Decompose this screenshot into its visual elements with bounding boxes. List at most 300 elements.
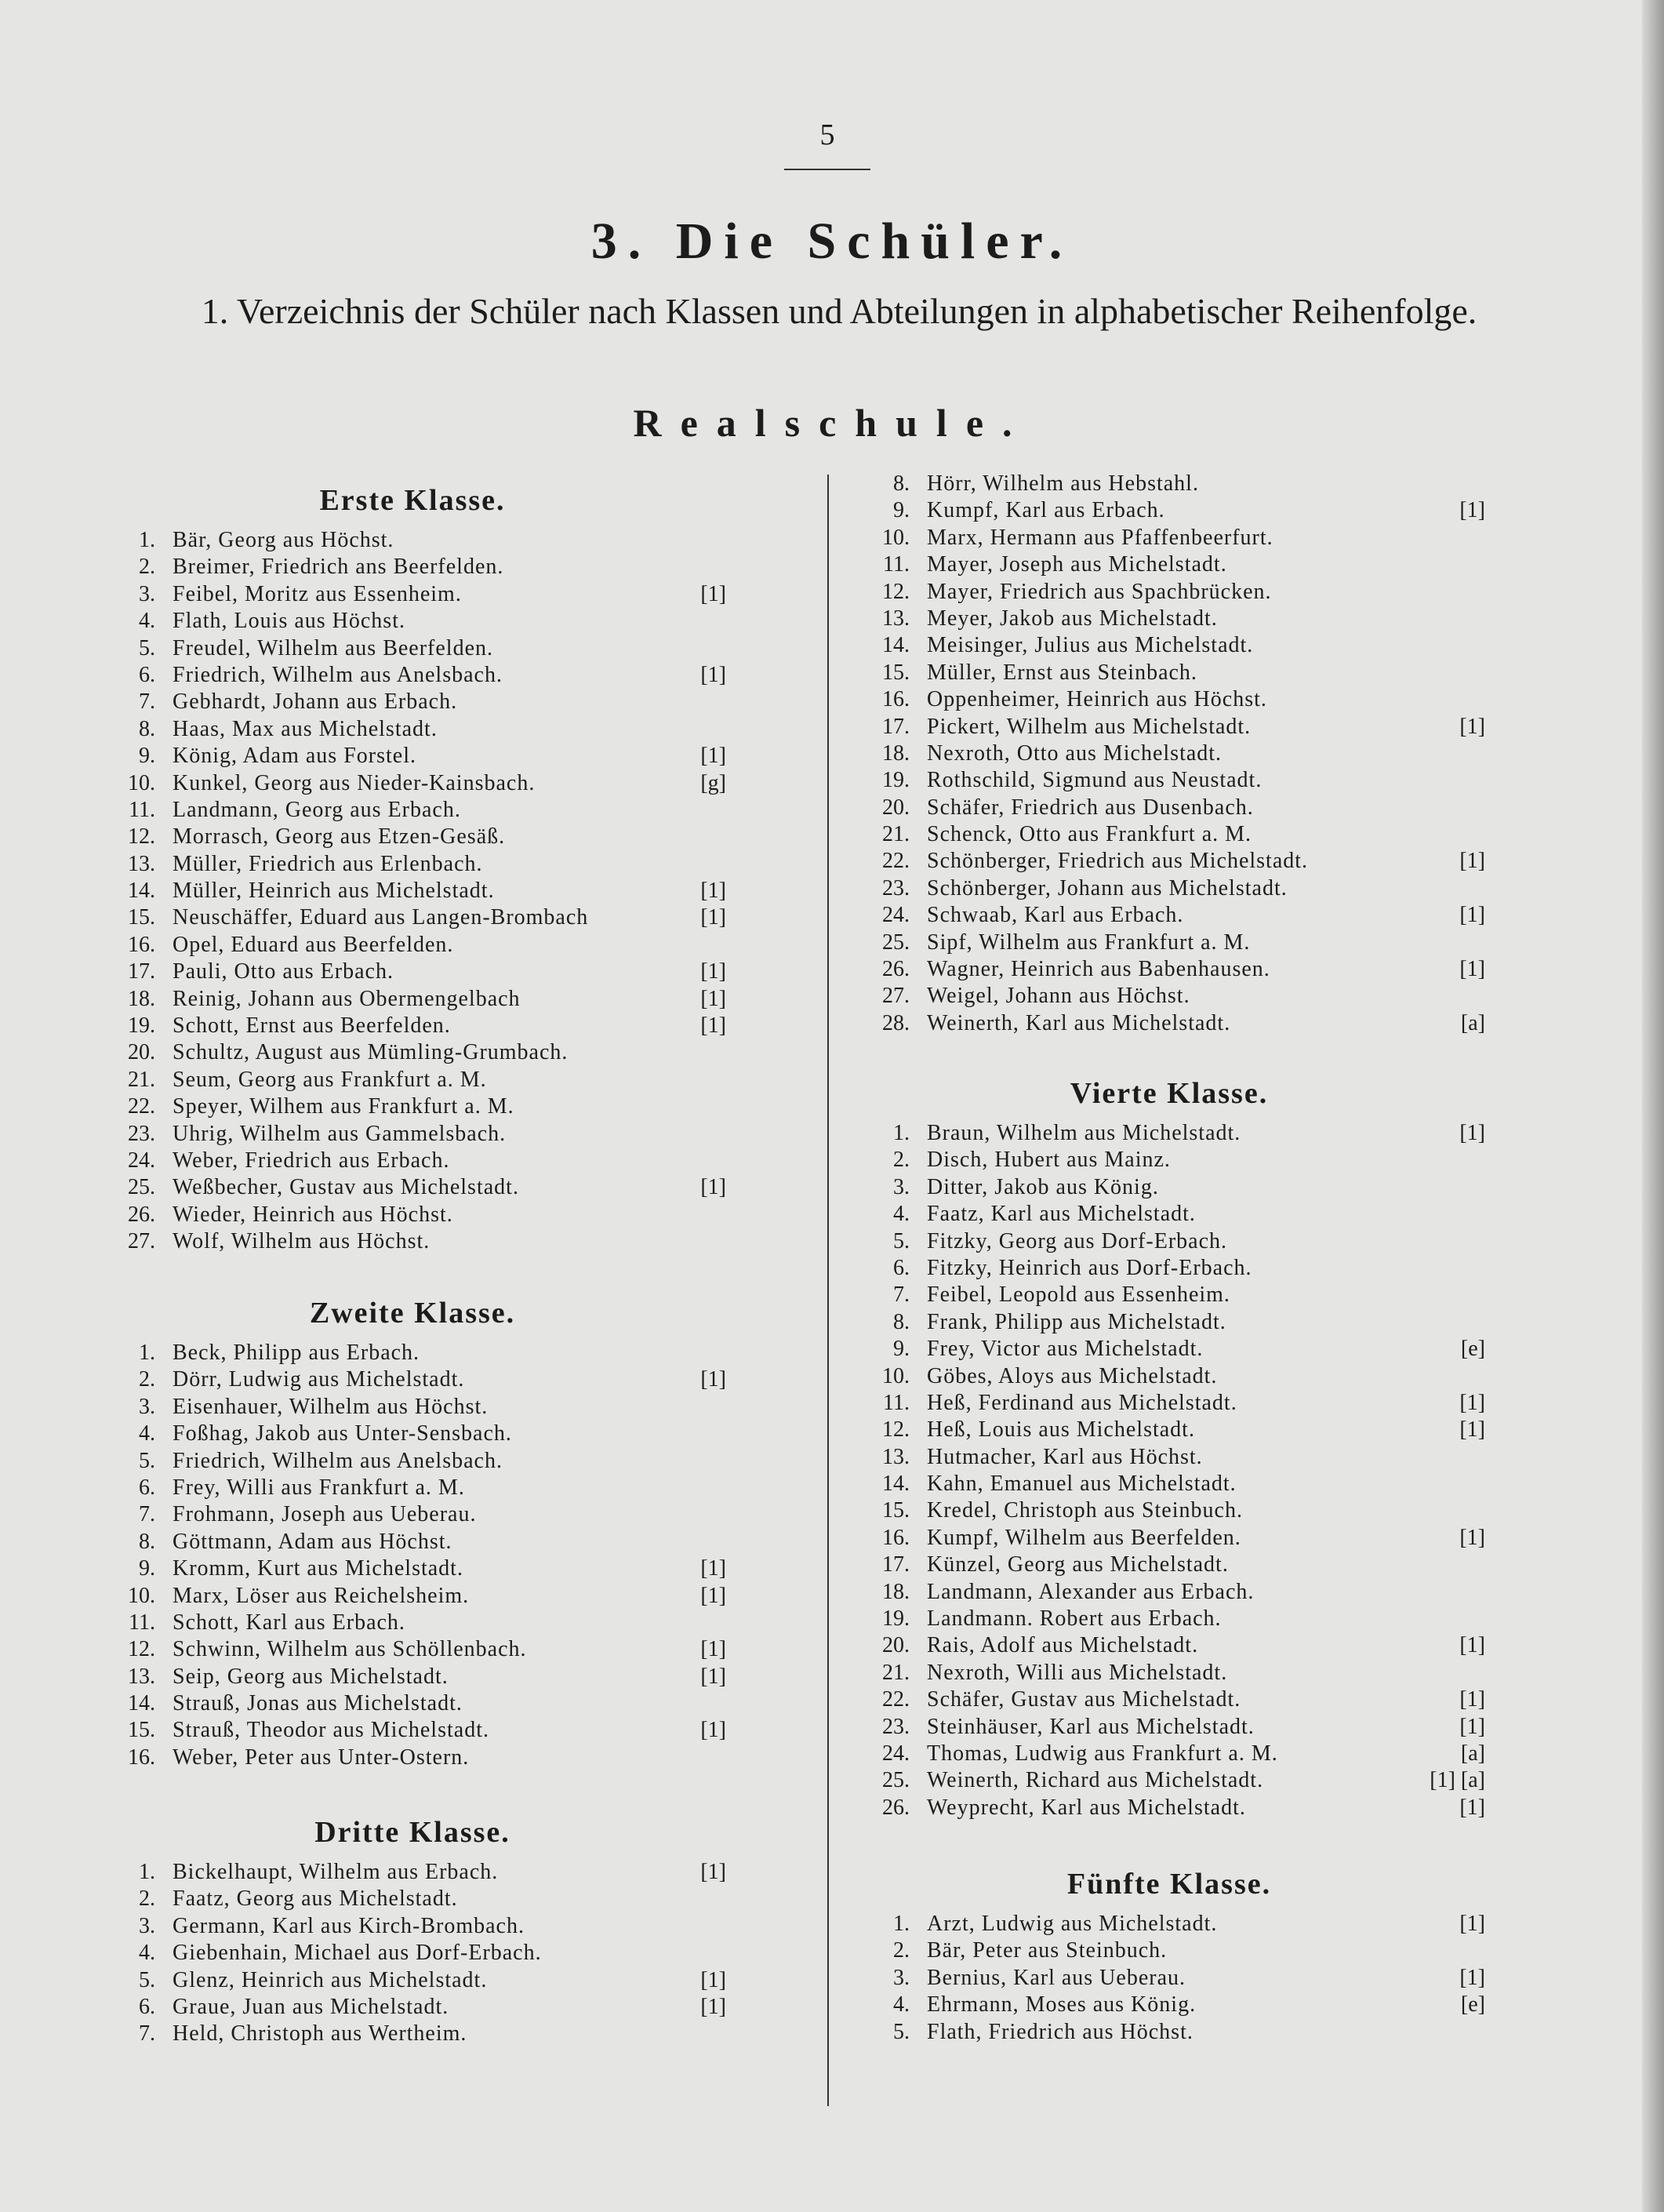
entry-number: 22.	[882, 1687, 910, 1712]
student-name: Fitzky, Georg aus Dorf-Erbach.	[927, 1228, 1228, 1253]
entry-number: 2.	[139, 1367, 155, 1392]
student-entry	[853, 2019, 1485, 2046]
student-entry	[853, 821, 1485, 848]
entry-number: 15.	[882, 1498, 910, 1523]
student-name: Kumpf, Karl aus Erbach.	[927, 498, 1165, 523]
student-entry	[99, 1583, 726, 1610]
student-name: Kunkel, Georg aus Nieder-Kainsbach.	[173, 770, 536, 795]
student-entry	[853, 660, 1485, 686]
entry-number: 9.	[893, 1337, 910, 1362]
student-entry	[99, 2021, 726, 2047]
student-name: Freudel, Wilhelm aus Beerfelden.	[173, 635, 494, 660]
student-name: Held, Christoph aus Wertheim.	[173, 2021, 467, 2046]
student-name: König, Adam aus Forstel.	[173, 744, 416, 769]
student-name: Seum, Georg aus Frankfurt a. M.	[173, 1067, 487, 1092]
student-name: Göttmann, Adam aus Höchst.	[173, 1529, 452, 1554]
student-entry	[99, 1886, 726, 1912]
entry-number: 12.	[882, 579, 910, 604]
entry-number: 13.	[882, 1444, 910, 1469]
entry-mark: [1]	[700, 662, 726, 687]
entry-number: 3.	[139, 581, 155, 606]
student-entry	[853, 1228, 1485, 1255]
student-entry	[853, 551, 1485, 578]
student-entry	[99, 770, 726, 797]
entry-number: 15.	[882, 660, 910, 685]
student-entry	[853, 1120, 1485, 1147]
entry-mark: [1]	[700, 581, 726, 606]
student-name: Müller, Ernst aus Steinbach.	[927, 660, 1197, 685]
entry-number: 21.	[882, 1660, 910, 1685]
student-entry	[99, 743, 726, 769]
student-name: Haas, Max aus Michelstadt.	[173, 716, 438, 741]
student-name: Bernius, Karl aus Ueberau.	[927, 1965, 1186, 1990]
student-name: Landmann, Georg aus Erbach.	[173, 797, 461, 822]
entry-number: 20.	[882, 795, 910, 820]
entry-number: 14.	[882, 1472, 910, 1497]
student-name: Oppenheimer, Heinrich aus Höchst.	[927, 687, 1267, 712]
student-entry	[99, 1994, 726, 2021]
entry-number: 10.	[128, 770, 155, 795]
student-name: Seip, Georg aus Michelstadt.	[173, 1664, 449, 1689]
entry-number: 23.	[882, 875, 910, 900]
entry-mark: [1]	[1459, 1417, 1485, 1443]
entry-mark: [1]	[1459, 1525, 1485, 1550]
student-entry	[853, 1525, 1485, 1552]
student-entry	[99, 986, 726, 1013]
student-entry	[99, 1690, 726, 1717]
class-heading: Fünfte Klasse.	[1066, 1868, 1272, 1901]
entry-mark: [1]	[700, 959, 726, 984]
student-entry	[99, 662, 726, 689]
student-name: Flath, Friedrich aus Höchst.	[927, 2019, 1194, 2044]
student-name: Kredel, Christoph aus Steinbuch.	[927, 1498, 1243, 1523]
student-name: Meyer, Jakob aus Michelstadt.	[927, 606, 1218, 631]
student-entry	[853, 1579, 1485, 1606]
entry-number: 2.	[139, 1886, 155, 1912]
entry-number: 7.	[893, 1282, 910, 1308]
student-name: Heß, Ferdinand aus Michelstadt.	[927, 1390, 1237, 1415]
student-entry	[853, 1992, 1485, 2018]
entry-number: 7.	[139, 2021, 155, 2046]
student-entry	[99, 1448, 726, 1475]
student-entry	[853, 1937, 1485, 1964]
entry-mark: [e]	[1460, 1992, 1485, 2017]
entry-mark: [1]	[1459, 1912, 1485, 1936]
entry-mark: [a]	[1460, 1010, 1485, 1035]
student-name: Nexroth, Otto aus Michelstadt.	[927, 740, 1223, 766]
student-name: Steinhäuser, Karl aus Michelstadt.	[927, 1714, 1255, 1739]
entry-number: 25.	[128, 1175, 155, 1200]
student-entry	[853, 902, 1485, 929]
entry-mark: [1] [a]	[1430, 1768, 1485, 1793]
student-name: Schönberger, Friedrich aus Michelstadt.	[927, 849, 1309, 874]
student-entry	[853, 1714, 1485, 1741]
student-entry	[99, 1067, 726, 1093]
student-entry	[99, 1967, 726, 1994]
student-entry	[99, 1093, 726, 1120]
student-name: Schäfer, Gustav aus Michelstadt.	[927, 1687, 1241, 1712]
student-entry	[99, 959, 726, 985]
entry-number: 6.	[139, 1994, 155, 2019]
student-name: Graue, Juan aus Michelstadt.	[173, 1994, 449, 2019]
scan-edge	[1642, 0, 1664, 2212]
entry-number: 21.	[128, 1067, 155, 1092]
student-name: Bär, Georg aus Höchst.	[173, 528, 394, 552]
student-entry	[853, 956, 1485, 983]
student-entry	[853, 767, 1485, 794]
student-name: Friedrich, Wilhelm aus Anelsbach.	[173, 1448, 503, 1473]
student-entry	[99, 1039, 726, 1066]
entry-number: 4.	[139, 609, 155, 634]
class-heading: Dritte Klasse.	[314, 1816, 510, 1849]
student-name: Breimer, Friedrich ans Beerfelden.	[173, 555, 504, 580]
entry-number: 26.	[128, 1202, 155, 1227]
student-name: Marx, Hermann aus Pfaffenbeerfurt.	[927, 525, 1273, 550]
student-entry	[853, 1174, 1485, 1201]
student-name: Ehrmann, Moses aus König.	[927, 1992, 1197, 2017]
student-name: Dörr, Ludwig aus Michelstadt.	[173, 1367, 465, 1392]
student-name: Schönberger, Johann aus Michelstadt.	[927, 875, 1288, 900]
entry-number: 16.	[882, 687, 910, 712]
student-name: Thomas, Ludwig aus Frankfurt a. M.	[927, 1741, 1278, 1766]
student-entry	[853, 1632, 1485, 1659]
student-entry	[853, 875, 1485, 902]
student-name: Pauli, Otto aus Erbach.	[173, 959, 394, 984]
student-entry	[853, 1767, 1485, 1794]
student-name: Germann, Karl aus Kirch-Brombach.	[173, 1913, 525, 1938]
entry-number: 27.	[128, 1229, 155, 1254]
student-name: Schwaab, Karl aus Erbach.	[927, 903, 1184, 928]
student-entry	[853, 525, 1485, 551]
student-entry	[99, 1366, 726, 1393]
student-name: Rais, Adolf aus Michelstadt.	[927, 1633, 1199, 1658]
entry-number: 27.	[882, 984, 910, 1009]
entry-number: 2.	[139, 555, 155, 580]
class-section-vierte	[853, 1071, 1485, 1821]
student-name: Flath, Louis aus Höchst.	[173, 609, 405, 634]
student-entry	[99, 1610, 726, 1636]
student-entry	[99, 824, 726, 850]
entry-mark: [1]	[1459, 1121, 1485, 1145]
entry-number: 7.	[139, 1502, 155, 1527]
entry-mark: [1]	[700, 1556, 726, 1581]
student-name: Friedrich, Wilhelm aus Anelsbach.	[173, 662, 503, 687]
student-entry	[853, 497, 1485, 524]
entry-number: 20.	[882, 1633, 910, 1658]
student-name: Weinerth, Richard aus Michelstadt.	[927, 1768, 1264, 1793]
student-name: Künzel, Georg aus Michelstadt.	[927, 1552, 1229, 1577]
student-entry	[853, 1965, 1485, 1992]
student-entry	[853, 1660, 1485, 1686]
student-entry	[99, 878, 726, 904]
entry-number: 9.	[139, 1556, 155, 1581]
entry-number: 19.	[882, 768, 910, 793]
student-entry	[853, 848, 1485, 875]
entry-number: 20.	[128, 1040, 155, 1065]
entry-number: 11.	[129, 1610, 155, 1635]
entry-number: 26.	[882, 957, 910, 982]
student-name: Weigel, Johann aus Höchst.	[927, 984, 1190, 1009]
student-name: Speyer, Wilhem aus Frankfurt a. M.	[173, 1094, 514, 1119]
student-name: Frohmann, Joseph aus Ueberau.	[173, 1502, 477, 1527]
student-entry	[853, 1444, 1485, 1471]
student-entry	[99, 851, 726, 878]
entry-number: 6.	[139, 662, 155, 687]
entry-number: 13.	[128, 851, 155, 876]
student-name: Opel, Eduard aus Beerfelden.	[173, 932, 454, 957]
entry-mark: [1]	[700, 1994, 726, 2019]
entry-number: 22.	[128, 1094, 155, 1119]
student-name: Feibel, Leopold aus Essenheim.	[927, 1282, 1230, 1308]
entry-mark: [1]	[1459, 957, 1485, 982]
entry-mark: [1]	[1459, 1390, 1485, 1415]
entry-number: 3.	[893, 1174, 910, 1199]
class-section-erste	[99, 478, 726, 1256]
entry-number: 18.	[882, 1579, 910, 1604]
student-name: Weyprecht, Karl aus Michelstadt.	[927, 1795, 1246, 1820]
entry-number: 23.	[882, 1714, 910, 1739]
class-section-dritte	[99, 1810, 726, 2048]
entry-number: 8.	[893, 1309, 910, 1334]
student-entry	[853, 1255, 1485, 1282]
student-entry	[853, 632, 1485, 659]
entry-mark: [1]	[1459, 903, 1485, 928]
student-entry	[99, 1555, 726, 1582]
entry-mark: [1]	[700, 1637, 726, 1662]
student-entry	[853, 930, 1485, 956]
entry-number: 5.	[893, 2019, 910, 2044]
student-name: Morrasch, Georg aus Etzen-Gesäß.	[173, 824, 506, 850]
student-name: Braun, Wilhelm aus Michelstadt.	[927, 1121, 1241, 1145]
entry-number: 1.	[139, 528, 155, 552]
entry-number: 13.	[882, 606, 910, 631]
student-entry	[99, 1340, 726, 1366]
student-name: Rothschild, Sigmund aus Neustadt.	[927, 768, 1263, 793]
student-entry	[99, 1859, 726, 1886]
student-name: Glenz, Heinrich aus Michelstadt.	[173, 1967, 488, 1992]
entry-number: 16.	[128, 1744, 155, 1770]
student-entry	[99, 1148, 726, 1174]
student-name: Neuschäffer, Eduard aus Langen-Brombach	[173, 905, 589, 930]
entry-number: 13.	[128, 1664, 155, 1689]
entry-number: 17.	[882, 714, 910, 739]
entry-number: 24.	[882, 1741, 910, 1766]
entry-number: 5.	[139, 1967, 155, 1992]
entry-number: 6.	[139, 1475, 155, 1500]
student-entry	[99, 1475, 726, 1501]
student-entry	[99, 689, 726, 715]
student-entry	[853, 795, 1485, 821]
student-name: Wieder, Heinrich aus Höchst.	[173, 1202, 453, 1227]
entry-number: 26.	[882, 1795, 910, 1820]
entry-number: 24.	[882, 903, 910, 928]
student-name: Faatz, Karl aus Michelstadt.	[927, 1202, 1196, 1227]
student-entry	[853, 1911, 1485, 1937]
entry-mark: [1]	[700, 1013, 726, 1039]
entry-mark: [g]	[700, 770, 726, 795]
student-name: Schott, Karl aus Erbach.	[173, 1610, 405, 1635]
student-name: Landmann, Alexander aus Erbach.	[927, 1579, 1255, 1604]
entry-number: 12.	[128, 1637, 155, 1662]
student-entry	[853, 983, 1485, 1010]
student-entry	[853, 1471, 1485, 1497]
page-number-rule	[784, 169, 870, 170]
class-section-fuenfte	[853, 1862, 1485, 2046]
entry-number: 4.	[893, 1202, 910, 1227]
entry-number: 18.	[882, 740, 910, 766]
entry-number: 1.	[139, 1860, 155, 1884]
entry-mark: [1]	[1459, 1633, 1485, 1658]
entry-number: 15.	[128, 905, 155, 930]
student-entry	[99, 1394, 726, 1421]
student-entry	[853, 1201, 1485, 1228]
student-entry	[853, 1795, 1485, 1821]
student-name: Disch, Hubert aus Mainz.	[927, 1148, 1171, 1173]
student-entry	[853, 579, 1485, 606]
student-name: Göbes, Aloys aus Michelstadt.	[927, 1363, 1218, 1388]
student-entry	[853, 1741, 1485, 1767]
student-name: Frey, Willi aus Frankfurt a. M.	[173, 1475, 465, 1500]
student-entry	[853, 1336, 1485, 1362]
entry-number: 10.	[882, 1363, 910, 1388]
student-entry	[99, 904, 726, 931]
entry-mark: [1]	[1459, 1687, 1485, 1712]
entry-number: 4.	[139, 1941, 155, 1966]
entry-number: 8.	[139, 1529, 155, 1554]
student-entry	[99, 554, 726, 580]
student-entry	[99, 1940, 726, 1966]
student-entry	[99, 1717, 726, 1744]
student-entry	[99, 1636, 726, 1663]
student-entry	[99, 1174, 726, 1201]
student-entry	[99, 635, 726, 662]
entry-mark: [a]	[1460, 1741, 1485, 1766]
student-name: Landmann. Robert aus Erbach.	[927, 1606, 1222, 1632]
student-entry	[99, 581, 726, 608]
student-entry	[853, 1282, 1485, 1308]
entry-mark: [1]	[1459, 1714, 1485, 1739]
entry-mark: [1]	[700, 1175, 726, 1200]
entry-number: 8.	[893, 471, 910, 496]
student-entry	[853, 1010, 1485, 1037]
student-name: Nexroth, Willi aus Michelstadt.	[927, 1660, 1228, 1685]
student-name: Eisenhauer, Wilhelm aus Höchst.	[173, 1394, 489, 1419]
student-name: Weßbecher, Gustav aus Michelstadt.	[173, 1175, 519, 1200]
student-entry	[853, 471, 1485, 497]
student-name: Frank, Philipp aus Michelstadt.	[927, 1309, 1226, 1334]
student-entry	[853, 740, 1485, 767]
entry-number: 4.	[139, 1421, 155, 1446]
class-heading: Zweite Klasse.	[309, 1297, 516, 1330]
student-entry	[99, 527, 726, 554]
entry-number: 19.	[128, 1013, 155, 1039]
entry-number: 9.	[139, 744, 155, 769]
student-entry	[99, 932, 726, 959]
student-name: Weinerth, Karl aus Michelstadt.	[927, 1010, 1231, 1035]
entry-number: 10.	[128, 1583, 155, 1608]
student-entry	[99, 1013, 726, 1039]
entry-number: 5.	[893, 1228, 910, 1253]
student-entry	[853, 1497, 1485, 1524]
entry-mark: [1]	[700, 1860, 726, 1884]
section-subtitle: 1. Verzeichnis der Schüler nach Klassen und Abteilungen in alphabetischer Reihenfolge.	[201, 291, 1477, 331]
student-entry	[853, 686, 1485, 713]
entry-number: 9.	[893, 498, 910, 523]
student-entry	[853, 1606, 1485, 1632]
entry-number: 11.	[883, 1390, 910, 1415]
entry-number: 11.	[883, 552, 910, 577]
student-entry	[99, 608, 726, 635]
entry-number: 14.	[128, 879, 155, 904]
student-name: Wolf, Wilhelm aus Höchst.	[173, 1229, 431, 1254]
student-entry	[99, 1421, 726, 1447]
entry-number: 3.	[893, 1965, 910, 1990]
entry-mark: [e]	[1460, 1337, 1485, 1362]
entry-number: 14.	[882, 633, 910, 658]
entry-mark: [1]	[700, 986, 726, 1011]
student-name: Mayer, Friedrich aus Spachbrücken.	[927, 579, 1272, 604]
student-name: Marx, Löser aus Reichelsheim.	[173, 1583, 470, 1608]
entry-number: 19.	[882, 1606, 910, 1632]
entry-mark: [1]	[1459, 849, 1485, 874]
entry-mark: [1]	[700, 879, 726, 904]
student-name: Weber, Friedrich aus Erbach.	[173, 1148, 450, 1173]
student-name: Foßhag, Jakob aus Unter-Sensbach.	[173, 1421, 512, 1446]
student-name: Hutmacher, Karl aus Höchst.	[927, 1444, 1203, 1469]
student-name: Schott, Ernst aus Beerfelden.	[173, 1013, 451, 1039]
student-entry	[853, 1147, 1485, 1173]
student-name: Schwinn, Wilhelm aus Schöllenbach.	[173, 1637, 527, 1662]
entry-number: 7.	[139, 689, 155, 715]
student-name: Frey, Victor aus Michelstadt.	[927, 1337, 1204, 1362]
student-name: Fitzky, Heinrich aus Dorf-Erbach.	[927, 1255, 1252, 1280]
school-heading: Realschule.	[633, 401, 1031, 445]
student-name: Wagner, Heinrich aus Babenhausen.	[927, 957, 1270, 982]
entry-number: 12.	[128, 824, 155, 850]
student-name: Beck, Philipp aus Erbach.	[173, 1341, 420, 1365]
student-name: Schäfer, Friedrich aus Dusenbach.	[927, 795, 1254, 820]
student-entry	[99, 1744, 726, 1771]
entry-number: 16.	[882, 1525, 910, 1550]
entry-number: 1.	[893, 1121, 910, 1145]
student-name: Ditter, Jakob aus König.	[927, 1174, 1159, 1199]
student-name: Uhrig, Wilhelm aus Gammelsbach.	[173, 1121, 507, 1146]
student-entry	[99, 1121, 726, 1148]
student-name: Faatz, Georg aus Michelstadt.	[173, 1886, 458, 1912]
entry-number: 5.	[139, 635, 155, 660]
student-entry	[853, 714, 1485, 740]
column-divider	[827, 475, 829, 2106]
student-entry	[99, 1501, 726, 1528]
student-entry	[99, 1529, 726, 1555]
entry-number: 2.	[893, 1938, 910, 1963]
student-name: Strauß, Theodor aus Michelstadt.	[173, 1718, 489, 1743]
student-name: Strauß, Jonas aus Michelstadt.	[173, 1691, 463, 1716]
entry-number: 15.	[128, 1718, 155, 1743]
student-name: Mayer, Joseph aus Michelstadt.	[927, 552, 1227, 577]
student-entry	[99, 716, 726, 743]
student-name: Müller, Heinrich aus Michelstadt.	[173, 879, 495, 904]
student-name: Kromm, Kurt aus Michelstadt.	[173, 1556, 463, 1581]
entry-number: 18.	[128, 986, 155, 1011]
class-section-dritte-continued	[853, 471, 1485, 1037]
student-entry	[99, 1202, 726, 1228]
entry-number: 5.	[139, 1448, 155, 1473]
entry-number: 25.	[882, 1768, 910, 1793]
entry-mark: [1]	[1459, 1795, 1485, 1820]
student-entry	[99, 797, 726, 824]
entry-number: 8.	[139, 716, 155, 741]
